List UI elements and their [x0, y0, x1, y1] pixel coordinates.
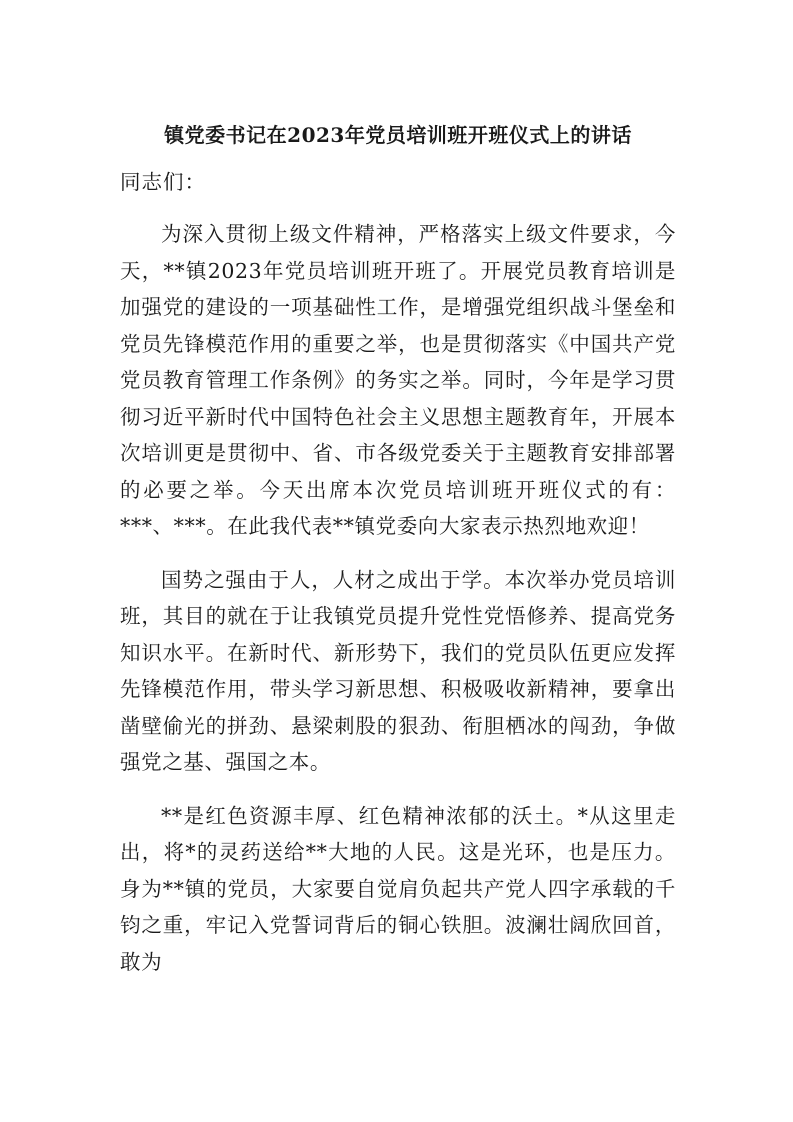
document-title: 镇党委书记在2023年党员培训班开班仪式上的讲话 [164, 123, 632, 147]
salutation: 同志们： [120, 170, 206, 194]
paragraph-1: 为深入贯彻上级文件精神，严格落实上级文件要求，今天，**镇2023年党员培训班开班了。开展党员教育培训是加强党的建设的一项基础性工作，是增强党组织战斗堡垒和党员先锋模范作用的重要之举，也是贯彻落实《中国共产党党员教育管理工作条例》的务实之举。同时，今年是学习贯彻习近平新时代中国特色社会主义思想主题教育年，开展本次培训更是贯彻中、省、市各级党委关于主题教育安排部署的必要之举。今天出席本次党员培训班开班仪式的有：***、***。在此我代表**镇党委向大家表示热烈地欢迎！ [120, 222, 676, 538]
paragraph-2: 国势之强由于人，人材之成出于学。本次举办党员培训班，其目的就在于让我镇党员提升党性党悟修养、提高党务知识水平。在新时代、新形势下，我们的党员队伍更应发挥先锋模范作用，带头学习新思想、积极吸收新精神，要拿出凿壁偷光的拼劲、悬梁刺股的狠劲、衔胆栖冰的闯劲，争做强党之基、强国之本。 [120, 567, 676, 774]
paragraph-3: **是红色资源丰厚、红色精神浓郁的沃土。*从这里走出，将*的灵药送给**大地的人民。这是光环，也是压力。身为**镇的党员，大家要自觉肩负起共产党人四字承载的千钧之重，牢记入党誓词背后的铜心铁胆。波澜壮阔欣回首，敢为 [120, 803, 676, 974]
document-page [120, 110, 676, 997]
